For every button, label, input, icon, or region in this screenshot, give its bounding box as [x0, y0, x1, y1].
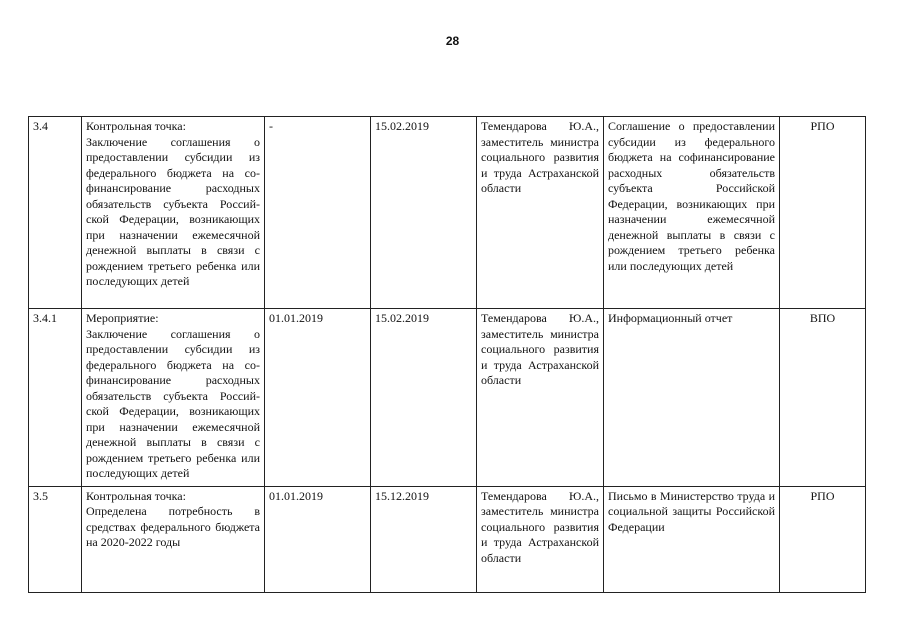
responsible-person: Темендарова Ю.А., заместитель министра социального развития и труда Астраханской области	[477, 486, 604, 592]
table-row	[29, 486, 866, 592]
result-type: РПО	[780, 486, 866, 592]
task-description	[82, 117, 265, 309]
row-number: 3.4	[29, 117, 82, 309]
result-type: ВПО	[780, 309, 866, 487]
task-type-label: Контрольная точка:	[86, 119, 186, 133]
expected-result: Соглашение о предоставлении субсидии из федерального бюджета на софинансирование расходных обязательств субъекта Российской Федерации, возникающих при назначении ежемесячной денежной выплаты в связи с рождением третьего ребенка или последующих детей	[604, 117, 780, 309]
task-text: Заключение соглашения о предоставлении субсидии из федерального бюджета на софинансирование расходных обязательств субъекта Российской Федерации, возникающих при назначении ежемесячной денежной выплаты в связи с рождением третьего ребенка или последующих детей	[86, 134, 260, 288]
task-type-label: Контрольная точка:	[86, 488, 186, 503]
task-text: Заключение соглашения о предоставлении субсидии из федерального бюджета на софинансирование расходных обязательств субъекта Российской Федерации, возникающих при назначении ежемесячной денежной выплаты в связи с рождением третьего ребенка или последующих детей	[86, 326, 260, 480]
end-date: 15.02.2019	[371, 117, 477, 309]
task-description	[82, 309, 265, 487]
responsible-person: Темендарова Ю.А., заместитель министра социального развития и труда Астраханской области	[477, 309, 604, 487]
page-number: 28	[445, 34, 460, 48]
start-date: 01.01.2019	[265, 486, 371, 592]
start-date: -	[265, 117, 371, 309]
task-text: Определена потребность в средствах федерального бюджета на 2020-2022 годы	[86, 504, 260, 549]
expected-result: Письмо в Министерство труда и социальной защиты Российской Федерации	[604, 486, 780, 592]
expected-result: Информационный отчет	[604, 309, 780, 487]
result-type: РПО	[780, 117, 866, 309]
task-description	[82, 486, 265, 592]
row-number: 3.5	[29, 486, 82, 592]
end-date: 15.12.2019	[371, 486, 477, 592]
responsible-person: Темендарова Ю.А., заместитель министра социального развития и труда Астраханской области	[477, 117, 604, 309]
plan-table	[28, 116, 866, 593]
start-date: 01.01.2019	[265, 309, 371, 487]
row-number: 3.4.1	[29, 309, 82, 487]
task-type-label: Мероприятие:	[86, 311, 159, 325]
table-row	[29, 309, 866, 487]
table-row	[29, 117, 866, 309]
end-date: 15.02.2019	[371, 309, 477, 487]
